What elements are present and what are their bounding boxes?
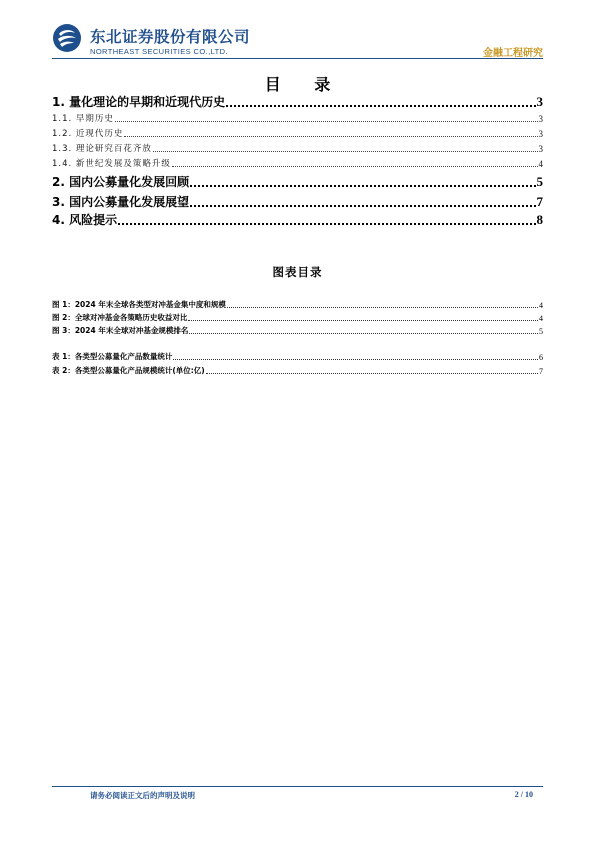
toc-leader-dots (172, 166, 538, 167)
toc-leader-dots (190, 185, 535, 187)
table-entry-page: 7 (539, 367, 543, 376)
table-entry-2[interactable] (52, 366, 543, 376)
toc-entry-page: 4 (538, 159, 543, 169)
toc-entry-text: 1. 量化理论的早期和近现代历史 (52, 95, 226, 109)
toc-entry-1[interactable] (52, 94, 543, 110)
figure-entry-page: 4 (539, 314, 543, 323)
footer-disclaimer: 请务必阅读正文后的声明及说明 (90, 791, 195, 800)
toc-entry-page: 7 (536, 194, 543, 209)
toc-leader-dots (153, 151, 538, 152)
table-entry-1[interactable] (52, 352, 543, 362)
toc-entry-text: 1.3. 理论研究百花齐放 (52, 144, 152, 154)
toc-entry-page: 8 (536, 212, 543, 227)
toc-entry-4[interactable] (52, 212, 543, 228)
figure-entry-3[interactable] (52, 326, 543, 336)
toc-entry-page: 3 (536, 94, 543, 109)
department-label: 金融工程研究 (483, 48, 543, 59)
toc-entry-text: 2. 国内公募量化发展回顾 (52, 175, 190, 189)
company-name-en: NORTHEAST SECURITIES CO.,LTD. (90, 47, 228, 56)
toc-leader-dots (190, 205, 535, 207)
toc-entry-text: 3. 国内公募量化发展展望 (52, 195, 190, 209)
toc-entry-1-3[interactable] (52, 142, 543, 154)
footer-divider (52, 786, 543, 787)
toc-leader-dots (124, 136, 537, 137)
toc-entry-3[interactable] (52, 194, 543, 210)
toc-entry-page: 5 (536, 174, 543, 189)
figure-entry-text: 图 3：2024 年末全球对冲基金规模排名 (52, 326, 189, 335)
toc-entry-page: 3 (538, 114, 543, 124)
page-number: 2 / 10 (514, 790, 533, 799)
toc-entry-1-4[interactable] (52, 157, 543, 169)
header-divider (52, 58, 543, 59)
toc-leader-dots (226, 105, 535, 107)
toc-entry-1-2[interactable] (52, 127, 543, 139)
table-entry-text: 表 2：各类型公募量化产品规模统计(单位:亿) (52, 366, 205, 375)
figure-leader-dots (227, 307, 538, 308)
toc-entry-page: 3 (538, 129, 543, 139)
table-leader-dots (206, 373, 538, 374)
figure-entry-text: 图 1：2024 年末全球各类型对冲基金集中度和规模 (52, 300, 226, 309)
figure-leader-dots (188, 320, 538, 321)
figure-leader-dots (189, 333, 538, 334)
company-name-cn: 东北证券股份有限公司 (90, 28, 251, 46)
toc-entry-text: 1.4. 新世纪发展及策略升级 (52, 159, 171, 169)
toc-entry-text: 1.1. 早期历史 (52, 114, 114, 124)
figure-list-title: 图表目录 (272, 265, 323, 279)
figure-entry-page: 4 (539, 301, 543, 310)
toc-entry-1-1[interactable] (52, 112, 543, 124)
figure-entry-2[interactable] (52, 313, 543, 323)
toc-entry-2[interactable] (52, 174, 543, 190)
table-leader-dots (173, 359, 538, 360)
toc-leader-dots (115, 121, 538, 122)
toc-entry-page: 3 (538, 144, 543, 154)
figure-entry-page: 5 (539, 327, 543, 336)
table-entry-page: 6 (539, 353, 543, 362)
northeast-securities-logo-icon (52, 23, 82, 53)
figure-entry-text: 图 2：全球对冲基金各策略历史收益对比 (52, 313, 188, 322)
toc-leader-dots (118, 223, 535, 225)
toc-title: 目 录 (264, 75, 345, 94)
toc-entry-text: 4. 风险提示 (52, 213, 118, 227)
toc-entry-text: 1.2. 近现代历史 (52, 129, 124, 139)
figure-entry-1[interactable] (52, 300, 543, 310)
table-entry-text: 表 1：各类型公募量化产品数量统计 (52, 352, 173, 361)
